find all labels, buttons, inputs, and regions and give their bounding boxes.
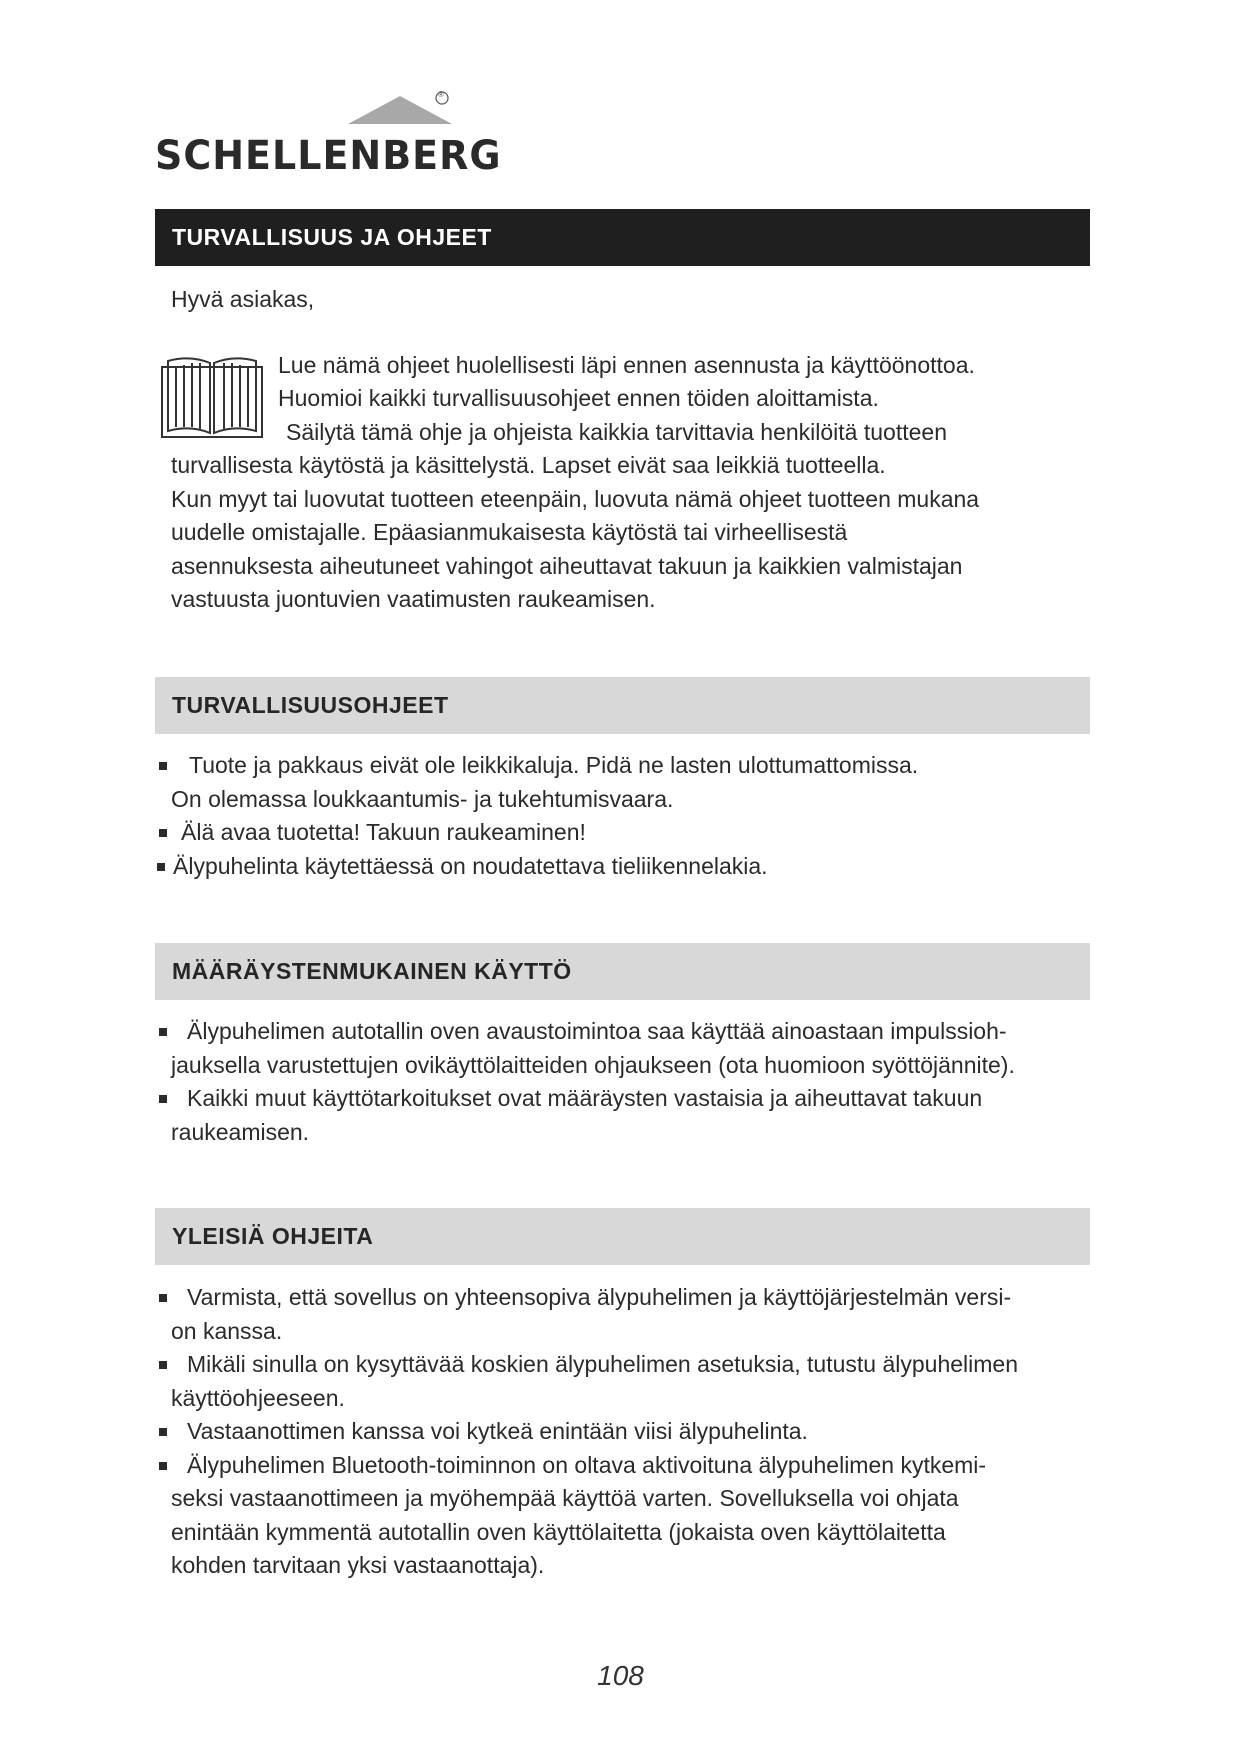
section-header-general: YLEISIÄ OHJEITA xyxy=(155,1208,1090,1265)
section-header-intended-use: MÄÄRÄYSTENMUKAINEN KÄYTTÖ xyxy=(155,943,1090,1000)
list-item: Älypuhelinta käytettäessä on noudatettava tieliikennelakia. xyxy=(155,850,1115,884)
list-item: Älä avaa tuotetta! Takuun raukeaminen! xyxy=(155,816,1115,850)
greeting: Hyvä asiakas, xyxy=(171,286,315,312)
intro-line-4: turvallisesta käytöstä ja käsittelystä. Lapset eivät saa leikkiä tuotteella. xyxy=(171,452,886,478)
list-item: Älypuhelimen Bluetooth-toiminnon on oltava aktivoituna älypuhelimen kytkemi- seksi vastaanottimeen ja myöhempää käyttöä varten. Sovelluksella voi ohjata enintään kymmentä autotallin oven käyttölaitetta (jokaista oven käyttölaitetta kohden tarvitaan yksi vastaanottaja). xyxy=(155,1449,1115,1583)
list-item: Kaikki muut käyttötarkoitukset ovat määräysten vastaisia ja aiheuttavat takuun raukeamisen. xyxy=(155,1082,1115,1149)
roof-icon xyxy=(155,88,455,138)
bullet-icon xyxy=(159,1361,167,1369)
instructions-list xyxy=(155,749,1115,883)
bullet-icon xyxy=(159,829,167,837)
bullet-icon xyxy=(159,1428,167,1436)
registered-mark: ® xyxy=(438,90,444,99)
bullet-icon xyxy=(159,1028,167,1036)
bullet-icon xyxy=(159,762,167,770)
list-item: Varmista, että sovellus on yhteensopiva älypuhelimen ja käyttöjärjestelmän versi- on kanssa. xyxy=(155,1281,1115,1348)
list-item: Vastaanottimen kanssa voi kytkeä enintään viisi älypuhelinta. xyxy=(155,1415,1115,1449)
intro-line-3: Säilytä tämä ohje ja ohjeista kaikkia tarvittavia henkilöitä tuotteen xyxy=(286,419,947,445)
intended-use-list xyxy=(155,1015,1115,1149)
page-number: 108 xyxy=(597,1660,644,1691)
general-list xyxy=(155,1281,1115,1583)
intro-line-5: Kun myyt tai luovutat tuotteen eteenpäin, luovuta nämä ohjeet tuotteen mukana xyxy=(171,486,980,512)
brand-name: SCHELLENBERG xyxy=(155,132,502,179)
section-header-safety: TURVALLISUUS JA OHJEET xyxy=(155,209,1090,266)
intro-line-1: Lue nämä ohjeet huolellisesti läpi ennen asennusta ja käyttöönottoa. xyxy=(278,352,975,378)
bullet-icon xyxy=(157,863,165,871)
intro-line-2: Huomioi kaikki turvallisuusohjeet ennen töiden aloittamista. xyxy=(278,385,879,411)
brand-logo xyxy=(155,88,502,179)
list-item: Mikäli sinulla on kysyttävää koskien älypuhelimen asetuksia, tutustu älypuhelimen käyttöohjeeseen. xyxy=(155,1348,1115,1415)
bullet-icon xyxy=(159,1294,167,1302)
intro-line-6: uudelle omistajalle. Epäasianmukaisesta käytöstä tai virheellisestä xyxy=(171,519,848,545)
bullet-icon xyxy=(159,1462,167,1470)
bullet-icon xyxy=(159,1095,167,1103)
list-item: Älypuhelimen autotallin oven avaustoimintoa saa käyttää ainoastaan impulssioh- jauksella varustettujen ovikäyttölaitteiden ohjaukseen (ota huomioon syöttöjännite). xyxy=(155,1015,1115,1082)
intro-line-7: asennuksesta aiheutuneet vahingot aiheuttavat takuun ja kaikkien valmistajan xyxy=(171,553,963,579)
intro-line-8: vastuusta juontuvien vaatimusten raukeamisen. xyxy=(171,586,656,612)
section-header-instructions: TURVALLISUUSOHJEET xyxy=(155,677,1090,734)
open-book-icon xyxy=(160,353,264,439)
list-item: Tuote ja pakkaus eivät ole leikkikaluja. Pidä ne lasten ulottumattomissa. On olemassa loukkaantumis- ja tukehtumisvaara. xyxy=(155,749,1115,816)
